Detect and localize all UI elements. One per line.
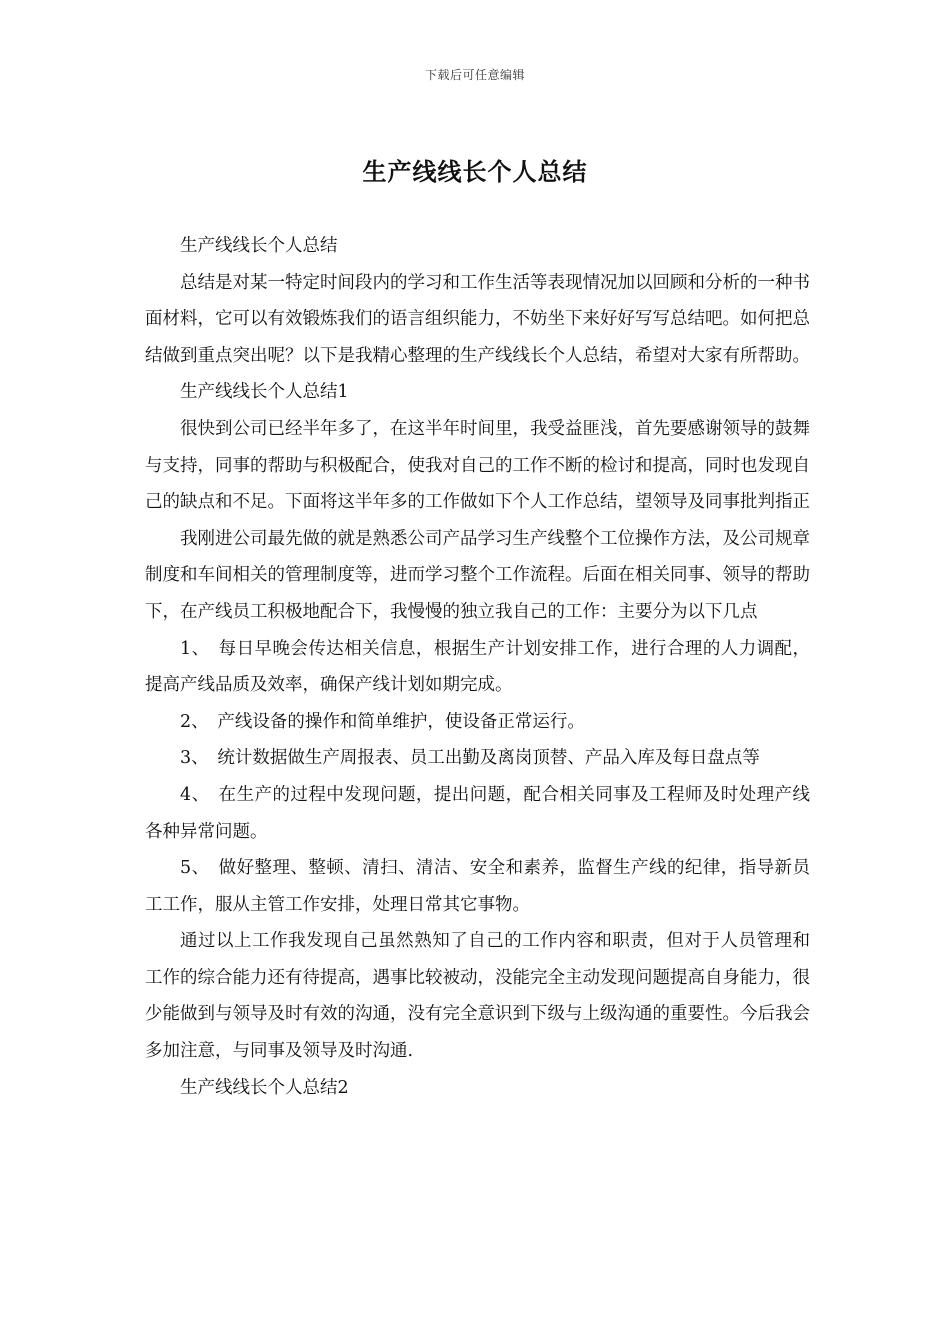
list-item-3: 3、 统计数据做生产周报表、员工出勤及离岗顶替、产品入库及每日盘点等 <box>180 748 760 769</box>
list-item-1: 1、 每日早晚会传达相关信息，根据生产计划安排工作，进行合理的人力调配，提高产线品质及效率，确保产线计划如期完成。 <box>145 638 810 696</box>
body-paragraph: 很快到公司已经半年多了，在这半年时间里，我受益匪浅，首先要感谢领导的鼓舞与支持，同事的帮助与积极配合，使我对自己的工作不断的检讨和提高，同时也发现自己的缺点和不足。下面将这半年多的工作做如下个人工作总结，望领导及同事批判指正 <box>145 418 810 513</box>
list-item-2: 2、 产线设备的操作和简单维护，使设备正常运行。 <box>180 711 585 732</box>
section-heading-2: 生产线线长个人总结2 <box>180 1077 349 1098</box>
body-paragraph: 我刚进公司最先做的就是熟悉公司产品学习生产线整个工位操作方法，及公司规章制度和车间相关的管理制度等，进而学习整个工作流程。后面在相关同事、领导的帮助下，在产线员工积极地配合下，我慢慢的独立我自己的工作：主要分为以下几点 <box>145 528 810 622</box>
subtitle-paragraph: 生产线线长个人总结 <box>180 236 338 256</box>
body-paragraph: 通过以上工作我发现自己虽然熟知了自己的工作内容和职责，但对于人员管理和 工作的综合能力还有待提高，遇事比较被动，没能完全主动发现问题提高自身能力，很少能做到与领导及时有效的沟通，没有完全意识到下级与上级沟通的重要性。今后我会多加注意，与同事及领导及时沟通. <box>145 931 810 1062</box>
document-body <box>145 228 810 1106</box>
section-heading-1: 生产线线长个人总结1 <box>180 382 349 403</box>
header-note: 下载后可任意编辑 <box>424 68 525 82</box>
intro-paragraph: 总结是对某一特定时间段内的学习和工作生活等表现情况加以回顾和分析的一种书面材料，它可以有效锻炼我们的语言组织能力，不妨坐下来好好写写总结吧。如何把总结做到重点突出呢？以下是我精心整理的生产线线长个人总结，希望对大家有所帮助。 <box>145 272 810 366</box>
list-item-5: 5、 做好整理、整顿、清扫、清洁、安全和素养，监督生产线的纪律，指导新员工工作，服从主管工作安排，处理日常其它事物。 <box>145 858 810 915</box>
document-title: 生产线线长个人总结 <box>362 157 588 186</box>
list-item-4: 4、 在生产的过程中发现问题，提出问题，配合相关同事及工程师及时处理产线各种异常问题。 <box>145 784 810 842</box>
